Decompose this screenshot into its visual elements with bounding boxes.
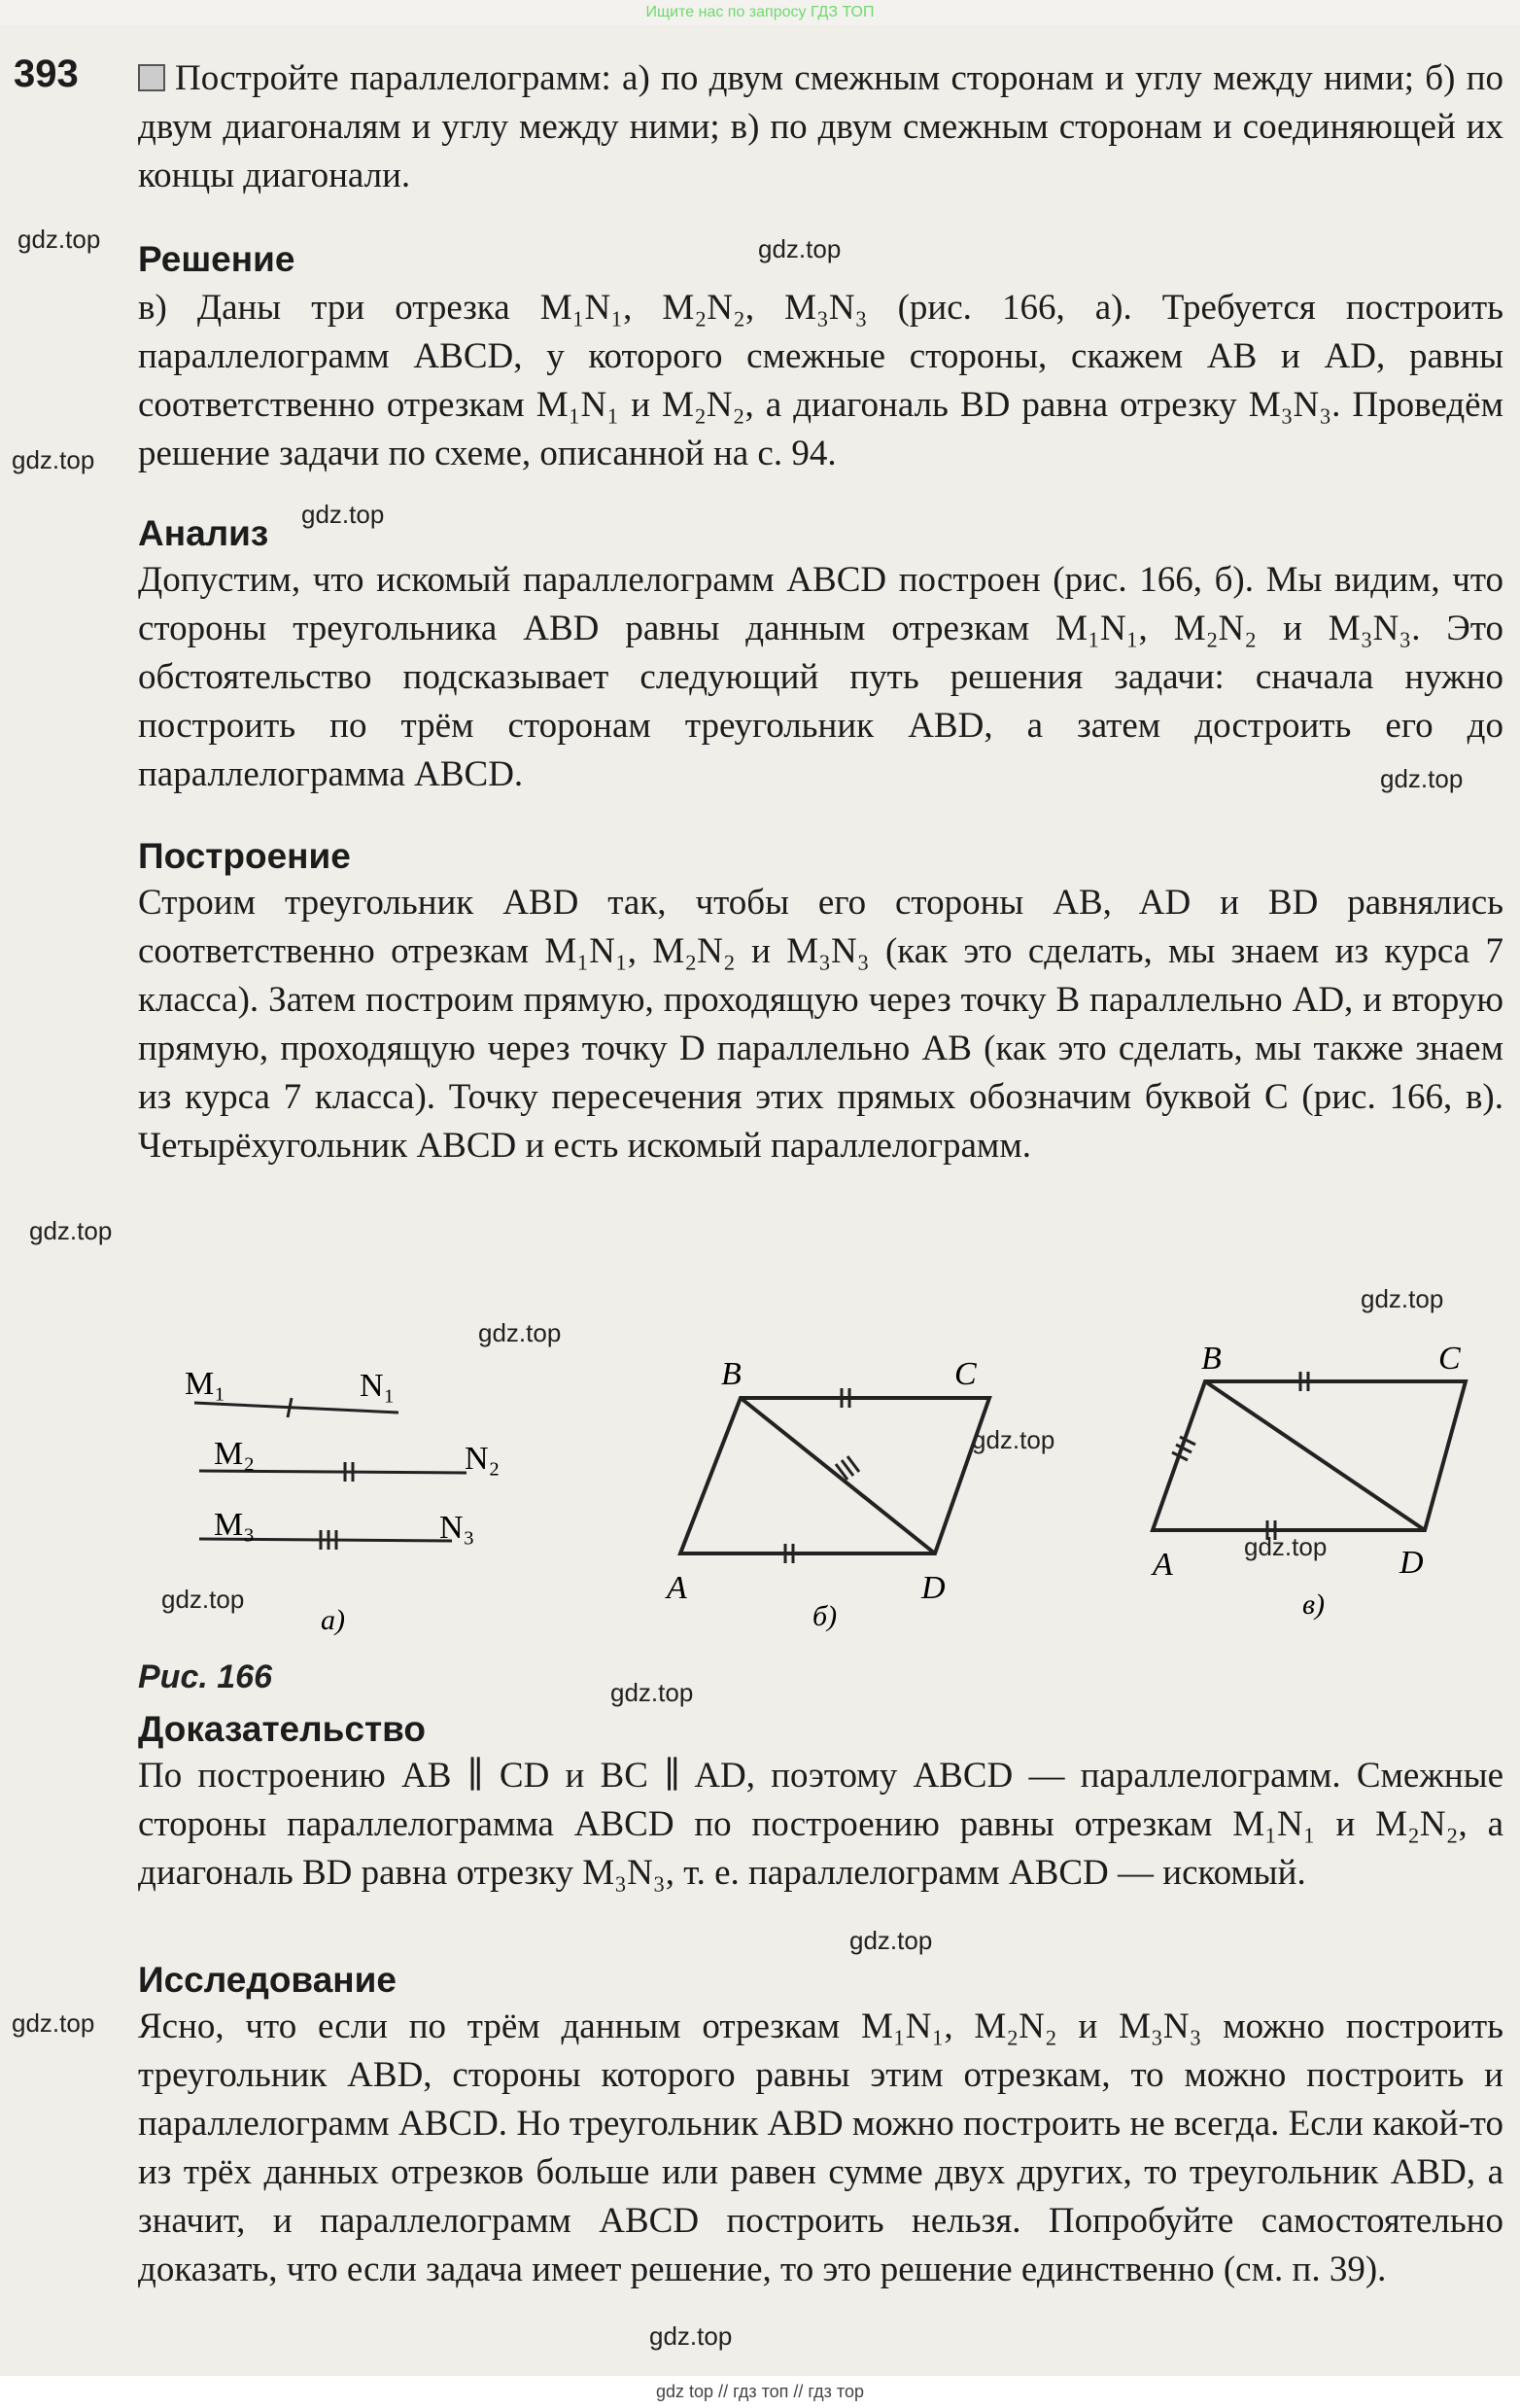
bottom-watermark-bar	[0, 2376, 1520, 2408]
label-m3: M₃	[214, 1507, 256, 1543]
watermark: gdz.top	[478, 1318, 562, 1347]
diagonal-bd-c	[1205, 1381, 1425, 1530]
watermark: gdz.top	[849, 1926, 933, 1955]
watermark: gdz.top	[649, 2321, 733, 2351]
label-n2: N₂	[465, 1441, 501, 1477]
tick-m1n1	[288, 1398, 292, 1417]
paragraph-research: Ясно, что если по трём данным отрезкам M₁N₁, M₂N₂ и M₃N₃ можно построить треугольник ABD, стороны которого равны этим отрезкам, то можно построить и параллелограмм ABCD. Но треугольник ABD можно построить не всегда. Если какой-то из трёх данных отрезков больше или равен сумме двух других, то треугольник ABD, а значит, и параллелограмм ABCD построить нельзя. Попробуйте самостоятельно доказать, что если задача имеет решение, то это решение единственно (см. п. 39).	[138, 2007, 1503, 2289]
label-n1: N₁	[360, 1368, 396, 1404]
heading-solution: Решение	[138, 239, 295, 279]
vertex-d-b: D	[921, 1570, 946, 1606]
vertex-a-c: A	[1153, 1547, 1173, 1583]
watermark: gdz.top	[610, 1678, 694, 1707]
problem-statement	[138, 54, 1503, 200]
watermark: gdz.top	[1361, 1284, 1444, 1313]
watermark: gdz.top	[12, 445, 95, 474]
textbook-page	[0, 25, 1520, 2376]
parallelogram-c	[1153, 1381, 1466, 1530]
paragraph-solution: в) Даны три отрезка M₁N₁, M₂N₂, M₃N₃ (рис. 166, а). Требуется построить параллелограмм ABCD, у которого смежные стороны, скажем AB и AD, равны соответственно отрезкам M₁N₁ и M₂N₂, а диагональ BD равна отрезку M₃N₃. Проведём решение задачи по схеме, описанной на с. 94.	[138, 288, 1503, 473]
segment-m1n1	[194, 1403, 398, 1413]
watermark: gdz.top	[1244, 1532, 1328, 1561]
checkbox-icon	[138, 64, 165, 91]
figure-b-ticks	[785, 1388, 859, 1563]
label-part-b: б)	[812, 1600, 838, 1632]
watermark: gdz.top	[29, 1216, 113, 1245]
figure-c-ticks	[1172, 1372, 1308, 1540]
paragraph-analysis: Допустим, что искомый параллелограмм ABCD построен (рис. 166, б). Мы видим, что стороны треугольника ABD равны данным отрезкам M₁N₁, M₂N₂ и M₃N₃. Это обстоятельство подсказывает следующий путь решения задачи: сначала нужно построить по трём сторонам треугольник ABD, а затем достроить его до параллелограмма ABCD.	[138, 560, 1503, 794]
vertex-c-c: C	[1438, 1341, 1461, 1377]
watermark: gdz.top	[161, 1585, 245, 1614]
heading-proof: Доказательство	[138, 1709, 426, 1749]
top-watermark: Ищите нас по запросу ГДЗ ТОП	[645, 4, 875, 20]
heading-construction: Построение	[138, 836, 351, 876]
vertex-d-c: D	[1399, 1545, 1424, 1581]
vertex-b-b: B	[721, 1356, 742, 1392]
vertex-a-b: A	[667, 1570, 687, 1606]
figure-caption: Рис. 166	[138, 1658, 272, 1695]
label-n3: N₃	[439, 1510, 475, 1546]
label-m2: M₂	[214, 1436, 256, 1472]
paragraph-proof: По построению AB ∥ CD и BC ∥ AD, поэтому ABCD — параллелограмм. Смежные стороны параллелограмма ABCD по построению равны отрезкам M₁N₁ и M₂N₂, а диагональ BD равна отрезку M₃N₃, т. е. параллелограмм ABCD — искомый.	[138, 1756, 1503, 1893]
heading-research: Исследование	[138, 1960, 397, 2000]
figure-c-parallelogram	[1153, 1381, 1466, 1530]
diagonal-bd-b	[741, 1398, 935, 1553]
watermark: gdz.top	[1380, 764, 1464, 793]
watermark: gdz.top	[972, 1425, 1055, 1454]
label-part-a: а)	[321, 1604, 345, 1636]
label-m1: M₁	[185, 1366, 226, 1402]
heading-analysis: Анализ	[138, 513, 269, 553]
figure-b-parallelogram	[680, 1398, 989, 1553]
watermark: gdz.top	[12, 2008, 95, 2038]
paragraph-construction: Строим треугольник ABD так, чтобы его стороны AB, AD и BD равнялись соответственно отрезкам M₁N₁, M₂N₂ и M₃N₃ (как это сделать, мы знаем из курса 7 класса). Затем построим прямую, проходящую через точку B параллельно AD, и вторую прямую, проходящую через точку D параллельно AB (как это сделать, мы также знаем из курса 7 класса). Точку пересечения этих прямых обозначим буквой C (рис. 166, в). Четырёхугольник ABCD и есть искомый параллелограмм.	[138, 883, 1503, 1166]
label-part-c: в)	[1302, 1588, 1326, 1621]
bottom-watermark: gdz top // гдз топ // гдз тор	[656, 2382, 864, 2401]
problem-number: 393	[14, 52, 79, 95]
watermark: gdz.top	[758, 234, 842, 263]
vertex-b-c: B	[1201, 1341, 1222, 1377]
vertex-c-b: C	[954, 1356, 977, 1392]
watermark: gdz.top	[17, 225, 101, 254]
problem-text: Постройте параллелограмм: а) по двум смежным сторонам и углу между ними; б) по двум диагоналям и углу между ними; в) по двум смежным сторонам и соединяющей их концы диагонали.	[138, 58, 1503, 195]
top-watermark-bar	[0, 0, 1520, 25]
watermark: gdz.top	[301, 500, 385, 529]
